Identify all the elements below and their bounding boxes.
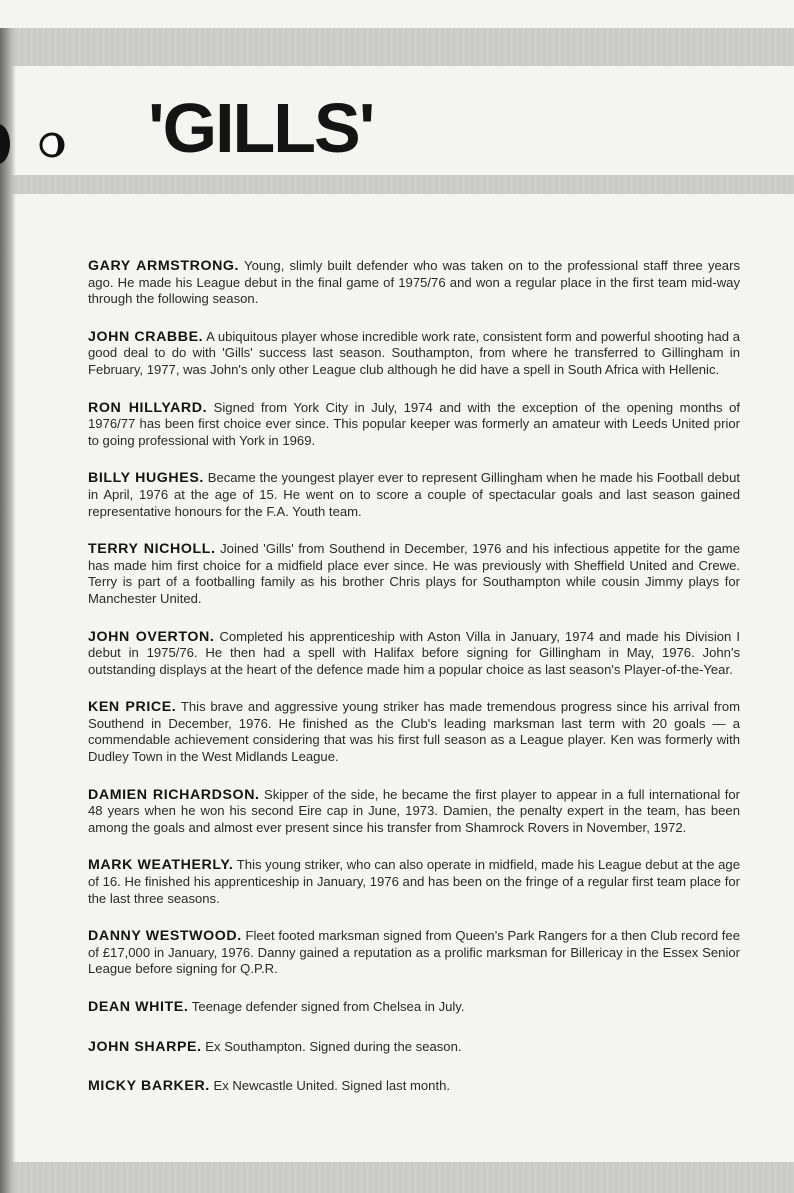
player-bio: This young striker, who can also operate in midfield, made his League debut at the age of 16. He finished his apprenticeship in January, 1976 and has been on the fringe of a regular first team place for the last three seasons. — [88, 857, 740, 906]
profile-danny-westwood — [88, 928, 740, 978]
player-name: KEN PRICE. — [88, 699, 177, 716]
profile-john-crabbe — [88, 329, 740, 379]
profile-terry-nicholl — [88, 541, 740, 607]
player-name: TERRY NICHOLL. — [88, 541, 216, 558]
profile-damien-richardson — [88, 787, 740, 837]
profile-ken-price — [88, 699, 740, 765]
profile-ron-hillyard — [88, 400, 740, 450]
player-bio: Young, slimly built defender who was taken on to the professional staff three years ago. He made his League debut in the final game of 1975/76 and won a regular place in the first team mid-way through the following season. — [88, 258, 740, 307]
player-name: MARK WEATHERLY. — [88, 857, 234, 874]
player-bio: Ex Newcastle United. Signed last month. — [209, 1078, 451, 1094]
player-bio: Signed from York City in July, 1974 and with the exception of the opening months of 1976/77 has been first choice ever since. This popular keeper was formerly an amateur with Leeds United prior to going professional with York in 1969. — [88, 399, 741, 448]
player-bio: A ubiquitous player whose incredible work rate, consistent form and powerful shooting had a good deal to do with 'Gills' success last season. Southampton, from where he transferred to Gillingham in February, 1977, was John's only other League club although he did have a spell in South Africa with Hellenic. — [88, 328, 740, 377]
player-bio: Skipper of the side, he became the first player to appear in a full international for 48 years when he won his second Eire cap in June, 1973. Damien, the penalty expert in the team, has been among the goals and almost ever present since his transfer from Shamrock Rovers in November, 1972. — [88, 786, 740, 835]
player-profiles — [88, 258, 740, 1118]
player-name: JOHN CRABBE. — [88, 328, 204, 345]
player-bio: Teenage defender signed from Chelsea in July. — [188, 999, 465, 1014]
player-name: DEAN WHITE. — [88, 999, 189, 1015]
player-bio: This brave and aggressive young striker has made tremendous progress since his arrival from Southend in December, 1976. He finished as the Club's leading marksman last term with 20 goals — a commendable achievement considering that was his first full season as a League player. Ken was formerly with Dudley Town in the West Midlands League. — [88, 699, 741, 765]
profile-gary-armstrong — [88, 258, 740, 308]
player-name: JOHN SHARPE. — [88, 1038, 202, 1055]
player-name: JOHN OVERTON. — [88, 628, 215, 645]
profile-mark-weatherly — [88, 857, 740, 907]
player-name: MICKY BARKER. — [88, 1078, 210, 1095]
page-title: 'GILLS' — [148, 89, 374, 167]
header-bottom-band — [0, 175, 794, 194]
player-bio: Ex Southampton. Signed during the season. — [201, 1038, 462, 1054]
profile-billy-hughes — [88, 470, 740, 520]
player-name: GARY ARMSTRONG. — [88, 258, 240, 274]
profile-dean-white — [88, 999, 740, 1016]
profile-john-sharpe — [88, 1039, 740, 1056]
player-bio: Fleet footed marksman signed from Queen's Park Rangers for a then Club record fee of £17,000 in January, 1976. Danny gained a reputation as a prolific marksman for Billericay in the Essex Senior League before signing for Q.P.R. — [88, 928, 740, 977]
bottom-grey-band — [0, 1162, 794, 1193]
page-binding-edge — [0, 28, 16, 1193]
player-name: DAMIEN RICHARDSON. — [88, 786, 260, 803]
player-bio: Completed his apprenticeship with Aston Villa in January, 1974 and made his Division I debut in 1975/76. He then had a spell with Halifax before signing for Gillingham in May, 1976. John's outstanding displays at the heart of the defence made him a popular choice as last season's Player-of-the-Year. — [88, 628, 741, 677]
player-name: DANNY WESTWOOD. — [88, 928, 242, 945]
profile-micky-barker — [88, 1078, 740, 1095]
profile-john-overton — [88, 629, 740, 679]
player-bio: Became the youngest player ever to represent Gillingham when he made his Football debut in April, 1976 at the age of 15. He went on to score a couple of spectacular goals and last season gained representative honours for the F.A. Youth team. — [88, 470, 740, 519]
player-name: RON HILLYARD. — [88, 399, 208, 416]
player-bio: Joined 'Gills' from Southend in December, 1976 and his infectious appetite for the game has made him first choice for a midfield place ever since. He was previously with Sheffield United and Crewe. Terry is part of a footballing family as his brother Chris plays for Southampton while cousin Jimmy plays for Manchester United. — [88, 541, 740, 606]
top-grey-band — [0, 28, 794, 66]
ring-binder-hole-icon — [36, 130, 70, 160]
player-name: BILLY HUGHES. — [88, 470, 204, 487]
